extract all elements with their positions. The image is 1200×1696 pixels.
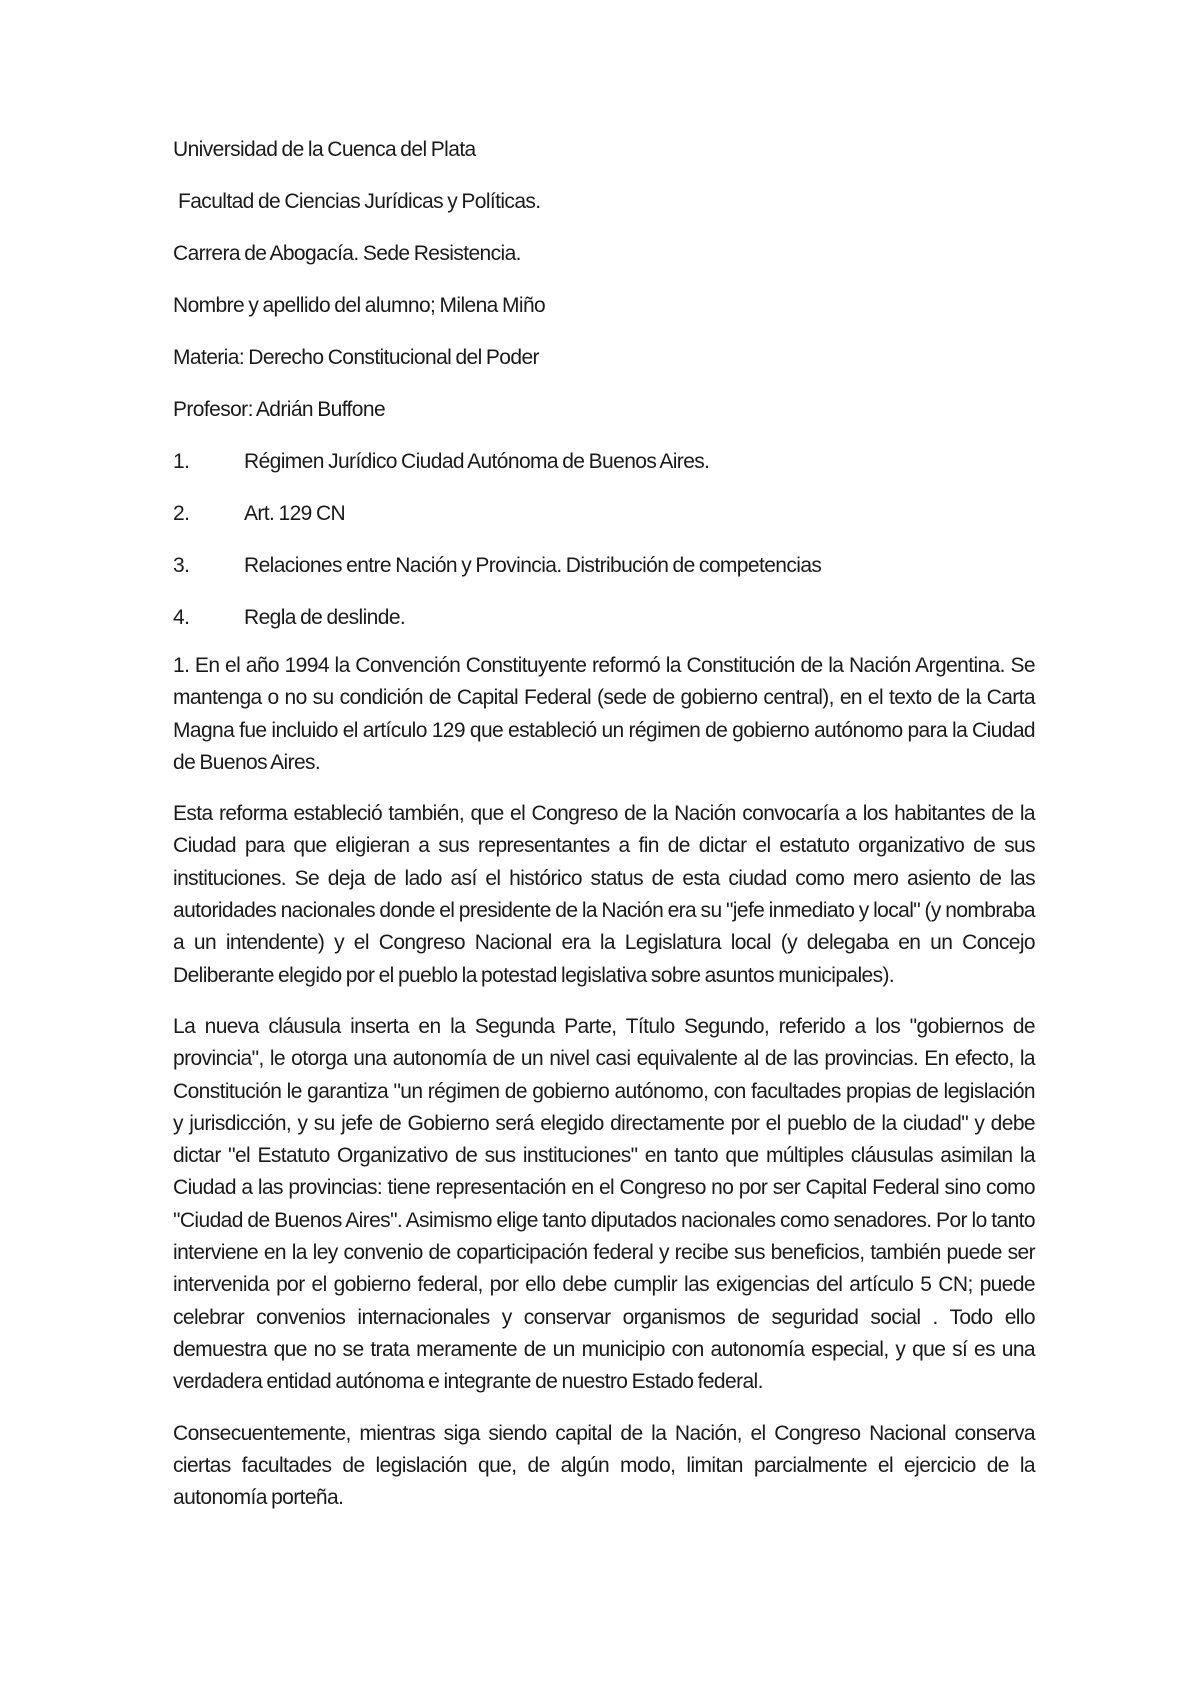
university-name: Universidad de la Cuenca del Plata (173, 138, 476, 161)
topic-text: Relaciones entre Nación y Provincia. Distribución de competencias (244, 554, 822, 577)
body-paragraph: 1. En el año 1994 la Convención Constituyente reformó la Constitución de la Nación Argentina. Se mantenga o no su condición de Capital Federal (sede de gobierno central), en el texto de la Carta Magna fue incluido el artículo 129 que estableció un régimen de gobierno autónomo para la Ciudad de Buenos Aires. (173, 654, 1035, 774)
faculty-name: Facultad de Ciencias Jurídicas y Políticas. (178, 190, 541, 213)
topic-number: 3. (173, 554, 190, 577)
document-page (173, 138, 1035, 1533)
topic-text: Art. 129 CN (244, 502, 346, 525)
topic-text: Regla de deslinde. (244, 606, 406, 629)
topic-number: 1. (173, 450, 190, 473)
topic-item (173, 450, 1035, 502)
body-paragraph: Esta reforma estableció también, que el Congreso de la Nación convocaría a los habitantes de la Ciudad para que eligieran a sus representantes a fin de dictar el estatuto organizativo de sus instituciones. Se deja de lado así el histórico status de esta ciudad como mero asiento de las autoridades nacionales donde el presidente de la Nación era su "jefe inmediato y local" (y nombraba a un intendente) y el Congreso Nacional era la Legislatura local (y delegaba en un Concejo Deliberante elegido por el pueblo la potestad legislativa sobre asuntos municipales). (173, 802, 1035, 987)
topic-item (173, 502, 1035, 554)
body-paragraph: Consecuentemente, mientras siga siendo capital de la Nación, el Congreso Nacional conserva ciertas facultades de legislación que, de algún modo, limitan parcialmente el ejercicio de la autonomía porteña. (173, 1421, 1035, 1510)
topic-number: 2. (173, 502, 190, 525)
body-paragraph: La nueva cláusula inserta en la Segunda Parte, Título Segundo, referido a los "gobiernos de provincia", le otorga una autonomía de un nivel casi equivalente al de las provincias. En efecto, la Constitución le garantiza "un régimen de gobierno autónomo, con facultades propias de legislación y jurisdicción, y su jefe de Gobierno será elegido directamente por el pueblo de la ciudad" y debe dictar "el Estatuto Organizativo de sus instituciones" en tanto que múltiples cláusulas asimilan la Ciudad a las provincias: tiene representación en el Congreso no por ser Capital Federal sino como "Ciudad de Buenos Aires". Asimismo elige tanto diputados nacionales como senadores. Por lo tanto interviene en la ley convenio de coparticipación federal y recibe sus beneficios, también puede ser intervenida por el gobierno federal, por ello debe cumplir las exigencias del artículo 5 CN; puede celebrar convenios internacionales y conservar organismos de seguridad social . Todo ello demuestra que no se trata meramente de un municipio con autonomía especial, y que sí es una verdadera entidad autónoma e integrante de nuestro Estado federal. (173, 1014, 1035, 1394)
subject-line: Materia: Derecho Constitucional del Poder (173, 346, 539, 369)
student-name: Nombre y apellido del alumno; Milena Miño (173, 294, 546, 317)
topic-number: 4. (173, 606, 190, 629)
topic-text: Régimen Jurídico Ciudad Autónoma de Buenos Aires. (244, 450, 710, 473)
topics-list (173, 450, 1035, 658)
career-line: Carrera de Abogacía. Sede Resistencia. (173, 242, 521, 265)
topic-item (173, 554, 1035, 606)
professor-line: Profesor: Adrián Buffone (173, 398, 386, 421)
